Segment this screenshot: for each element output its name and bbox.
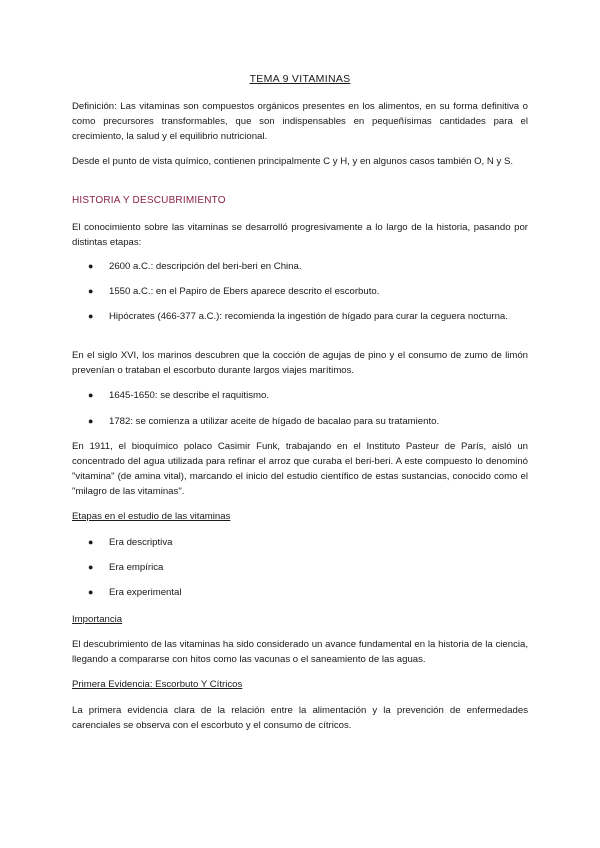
list-item-text: Era empírica [109,562,164,573]
list-item [88,284,528,299]
list-item [88,560,528,575]
chemistry-paragraph: Desde el punto de vista químico, contienen principalmente C y H, y en algunos casos también O, N y S. [72,156,514,167]
list-item-text: 1550 a.C.: en el Papiro de Ebers aparece descrito el escorbuto. [109,286,380,297]
history-intro-paragraph: El conocimiento sobre las vitaminas se desarrolló progresivamente a lo largo de la historia, pasando por distintas etapas: [72,222,528,248]
list-item [88,535,528,550]
list-item-text: 1645-1650: se describe el raquitismo. [109,390,269,401]
bullet-icon: ● [88,562,94,572]
list-item-text: Hipócrates (466-377 a.C.): recomienda la ingestión de hígado para curar la ceguera nocturna. [109,311,508,322]
importancia-heading: Importancia [72,614,123,625]
definition-paragraph: Definición: Las vitaminas son compuestos orgánicos presentes en los alimentos, en su forma definitiva o como precursores transformables, que son indispensables en pequeñísimas cantidades para el crecimiento, la salud y el equilibrio nutricional. [72,101,528,142]
list-item-text: Era experimental [109,587,182,598]
siglo-xvi-paragraph: En el siglo XVI, los marinos descubren que la cocción de agujas de pino y el consumo de zumo de limón prevenían o trataban el escorbuto durante largos viajes marítimos. [72,350,528,376]
history-heading: HISTORIA Y DESCUBRIMIENTO [72,195,226,206]
list-item [88,309,528,324]
list-item [88,585,528,600]
bullet-icon: ● [88,261,94,271]
list-item [88,259,528,274]
bullet-icon: ● [88,390,94,400]
etapas-heading: Etapas en el estudio de las vitaminas [72,511,231,522]
list-item-text: 1782: se comienza a utilizar aceite de hígado de bacalao para su tratamiento. [109,416,440,427]
list-item-text: Era descriptiva [109,537,173,548]
evidencia-paragraph: La primera evidencia clara de la relación entre la alimentación y la prevención de enfermedades carenciales se observa con el escorbuto y el consumo de cítricos. [72,705,528,731]
list-item-text: 2600 a.C.: descripción del beri-beri en China. [109,261,302,272]
bullet-icon: ● [88,537,94,547]
page-title: TEMA 9 VITAMINAS [249,73,351,85]
list-item [88,414,528,429]
bullet-icon: ● [88,416,94,426]
bullet-icon: ● [88,587,94,597]
importancia-paragraph: El descubrimiento de las vitaminas ha sido considerado un avance fundamental en la historia de la ciencia, llegando a compararse con hitos como las vacunas o el saneamiento de las aguas. [72,639,528,665]
funk-paragraph: En 1911, el bioquímico polaco Casimir Funk, trabajando en el Instituto Pasteur de París, aisló un concentrado del agua utilizada para refinar el arroz que curaba el beri-beri. A este compuesto lo denominó "vitamina" (de amina vital), marcando el inicio del estudio científico de estas sustancias, conocido como el "milagro de las vitaminas". [72,441,528,497]
list-item [88,388,528,403]
bullet-icon: ● [88,311,94,321]
evidencia-heading: Primera Evidencia: Escorbuto Y Cítricos [72,679,243,690]
bullet-icon: ● [88,286,94,296]
